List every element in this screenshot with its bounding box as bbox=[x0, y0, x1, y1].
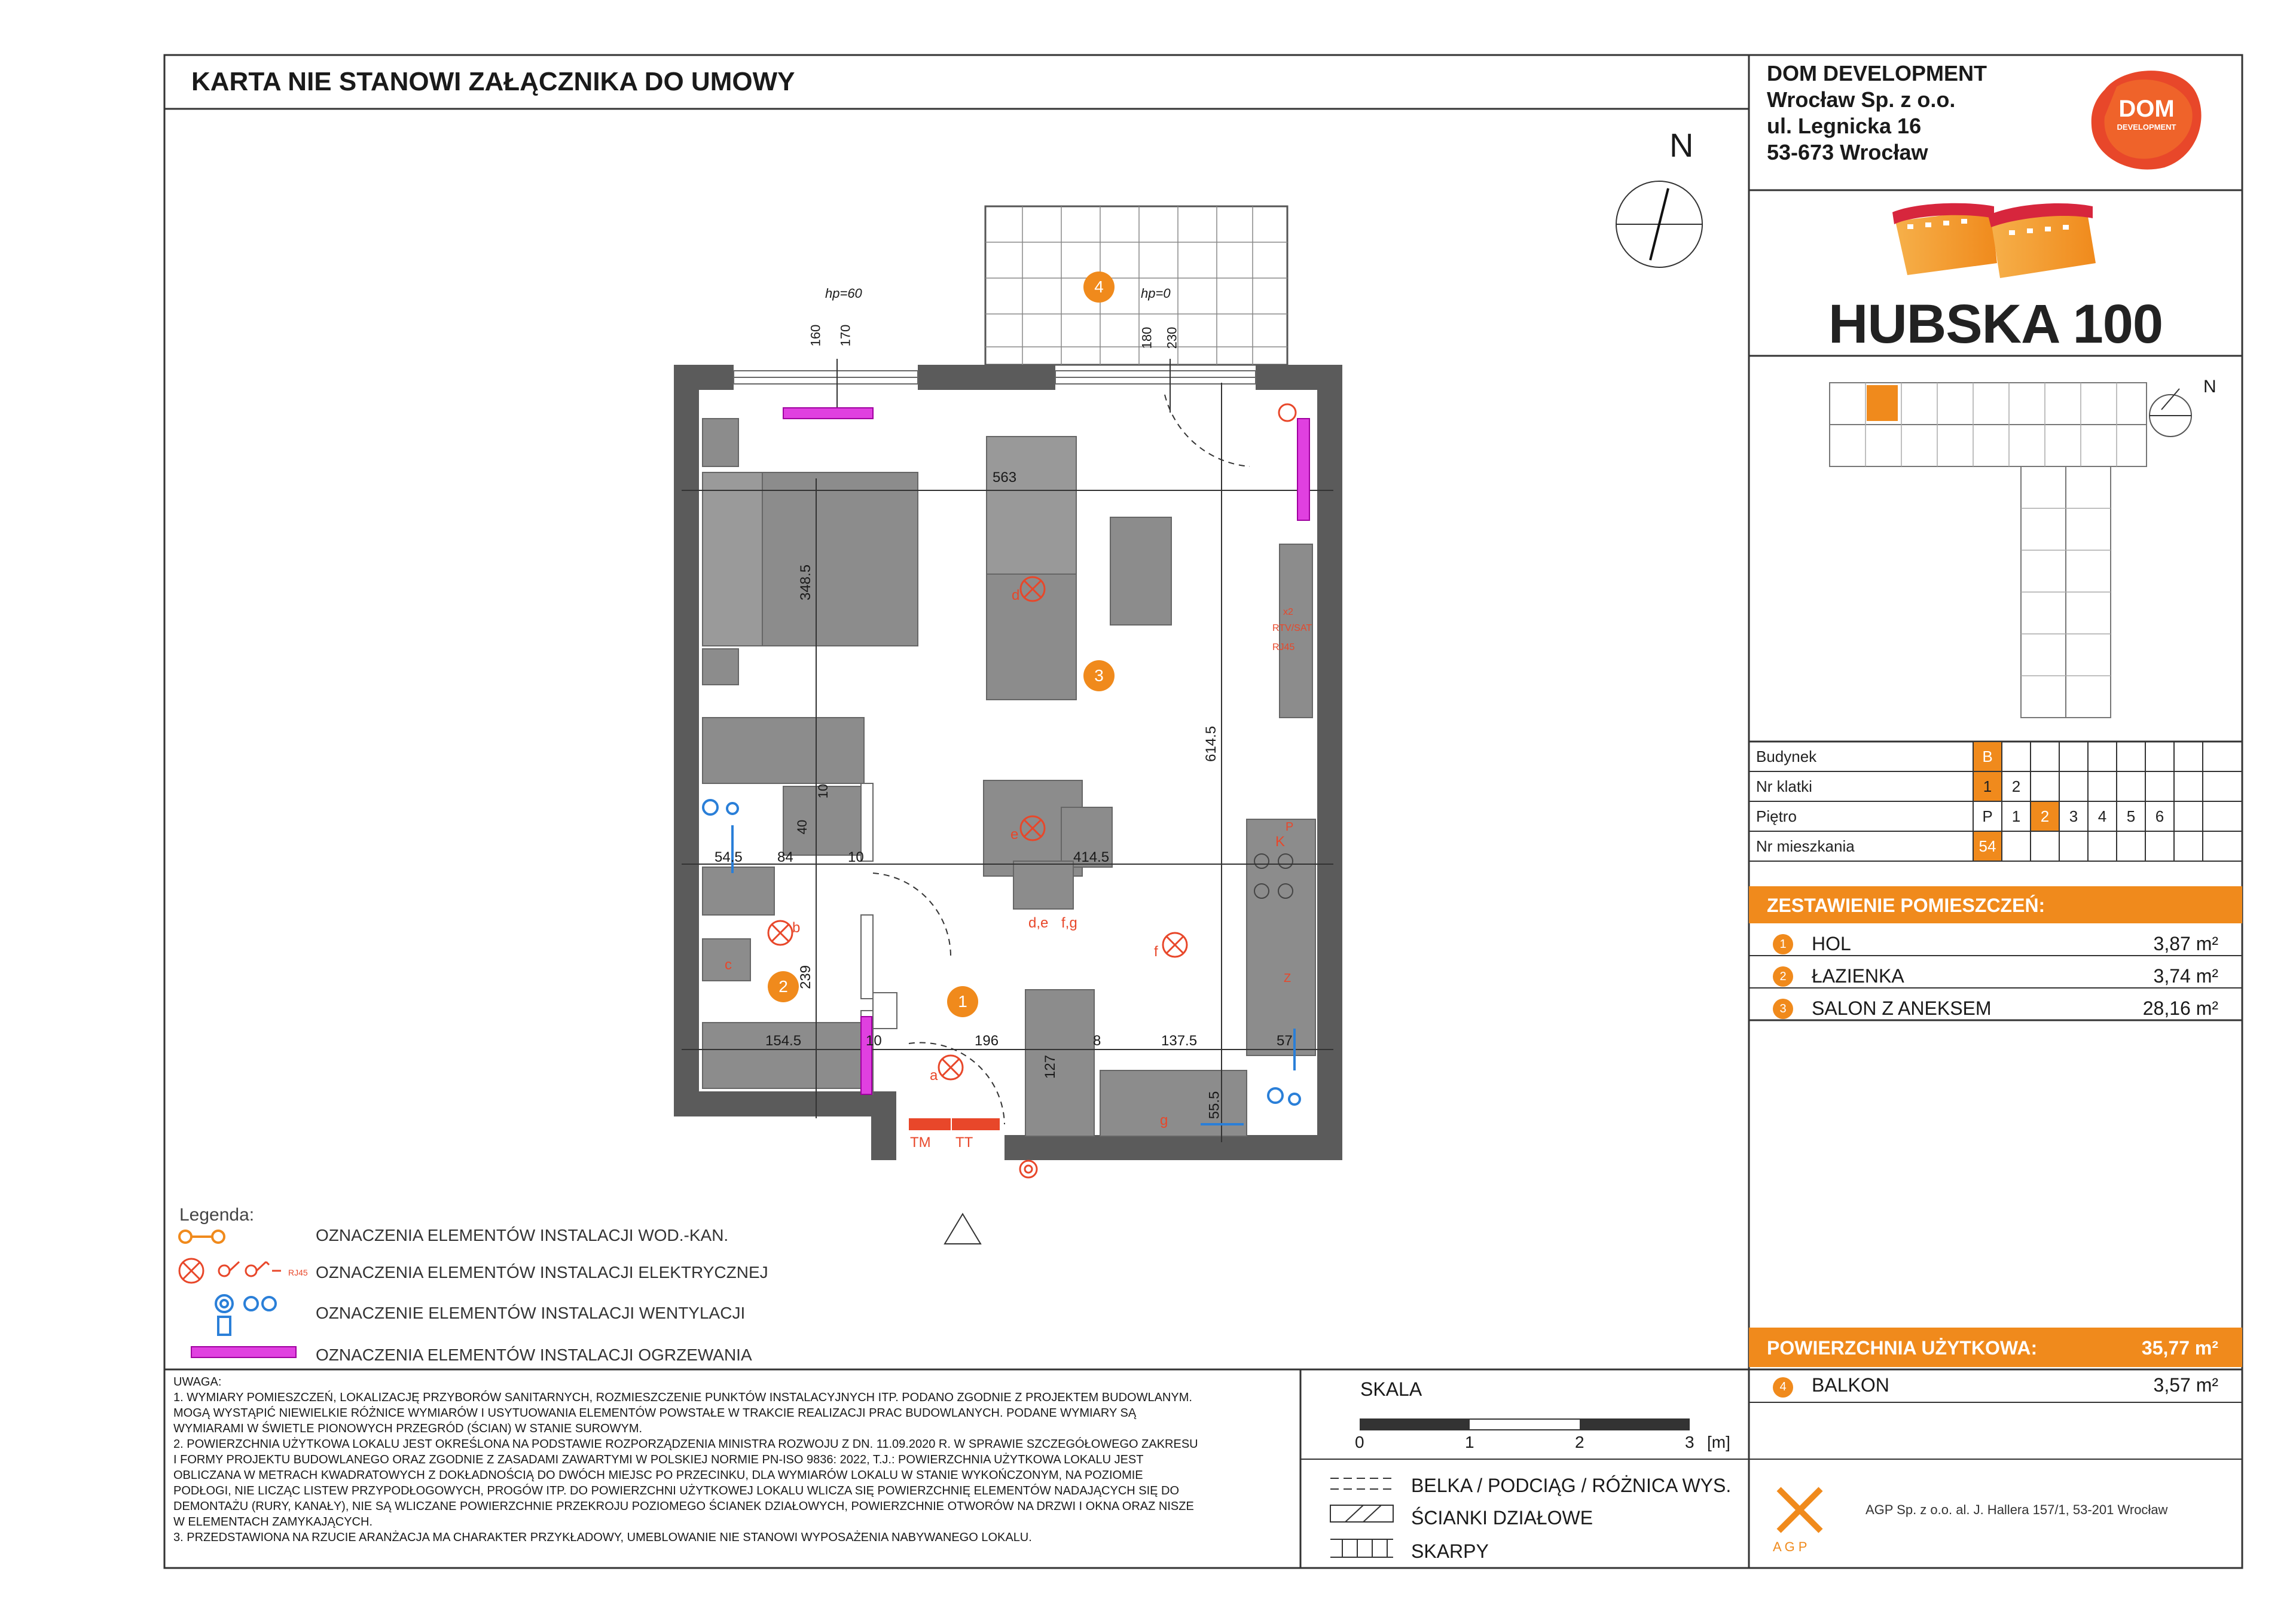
dim-55-5: 55.5 bbox=[1206, 1091, 1223, 1119]
dim-hp-left: hp=60 bbox=[825, 286, 862, 301]
agp-logo bbox=[1773, 1483, 1827, 1537]
info-label-building: Budynek bbox=[1756, 748, 1817, 765]
room-2-badge: 2 bbox=[1779, 970, 1787, 983]
label-z: Z bbox=[1284, 972, 1292, 985]
symbol-partition: ŚCIANKI DZIAŁOWE bbox=[1411, 1507, 1593, 1529]
scale-bar bbox=[1357, 1416, 1698, 1434]
dim-40: 40 bbox=[795, 819, 810, 835]
room-1-badge: 1 bbox=[1779, 938, 1787, 951]
dim-10b: 10 bbox=[816, 783, 831, 799]
developer-name: DOM DEVELOPMENT bbox=[1767, 61, 1987, 86]
room-3-name: SALON Z ANEKSEM bbox=[1812, 997, 1992, 1019]
note-line: 2. POWIERZCHNIA UŻYTKOWA LOKALU JEST OKREŚLONA NA PODSTAWIE ROZPORZĄDZENIA MINISTRA ROZWOJU Z DN. 11.09.2020 R. W SPRAWIE SZCZEGÓŁOWEGO ZAKRESU bbox=[173, 1438, 1198, 1451]
plan-room-1: 1 bbox=[958, 992, 967, 1011]
room-1-area: 3,87 m² bbox=[2153, 933, 2218, 954]
info-value-building: B bbox=[1982, 748, 1993, 765]
tm-panel bbox=[909, 1118, 951, 1130]
balcony-area: 3,57 m² bbox=[2153, 1374, 2218, 1396]
electric-icon bbox=[179, 1259, 281, 1283]
label-p: P bbox=[1286, 820, 1294, 834]
label-tm: TM bbox=[910, 1134, 931, 1151]
legend-electric: OZNACZENIA ELEMENTÓW INSTALACJI ELEKTRYCZNEJ bbox=[316, 1263, 768, 1282]
info-value-floor-6: 6 bbox=[2155, 807, 2164, 825]
beam-icon bbox=[1330, 1478, 1393, 1489]
label-rtv-sat: RTV/SAT bbox=[1272, 623, 1312, 633]
scale-title: SKALA bbox=[1360, 1378, 1422, 1400]
total-area-value: 35,77 m² bbox=[2141, 1337, 2218, 1359]
tt-panel bbox=[952, 1118, 1000, 1130]
developer-postcode: 53-673 Wrocław bbox=[1767, 140, 1928, 164]
note-line: W ELEMENTACH ZAMYKAJĄCYCH. bbox=[173, 1515, 373, 1529]
project-name: HUBSKA 100 bbox=[1828, 294, 2163, 355]
info-label-floor: Piętro bbox=[1756, 807, 1797, 825]
legend-icons bbox=[173, 1220, 317, 1363]
dim-160: 160 bbox=[808, 324, 823, 347]
dim-hp-right: hp=0 bbox=[1141, 286, 1171, 301]
heating-icon bbox=[191, 1347, 296, 1357]
room-2-area: 3,74 m² bbox=[2153, 965, 2218, 987]
legend-title: Legenda: bbox=[179, 1205, 255, 1225]
note-line: 1. WYMIARY POMIESZCZEŃ, LOKALIZACJĘ PRZYBORÓW SANITARNYCH, ROZMIESZCZENIE PUNKTÓW INSTALACYJNYCH ITP. PODANO ZGODNIE Z PROJEKTEM BUDOWLANYM. bbox=[173, 1391, 1192, 1404]
plan-room-2: 2 bbox=[778, 977, 788, 996]
label-tt: TT bbox=[955, 1134, 973, 1151]
dim-180: 180 bbox=[1139, 327, 1155, 349]
page-title: KARTA NIE STANOWI ZAŁĄCZNIKA DO UMOWY bbox=[191, 67, 795, 96]
note-line: I FORMY PROJEKTU BUDOWLANEGO ORAZ ZGODNIE Z ZASADAMI ZAWARTYMI W POLSKIEJ NORMIE PN-ISO 9836: 2022, T.J.: POWIERZCHNIA UŻYTKOWA LOKALU JEST bbox=[173, 1453, 1144, 1466]
room-3-badge: 3 bbox=[1779, 1002, 1787, 1015]
dim-170: 170 bbox=[838, 324, 853, 347]
dim-54-5: 54.5 bbox=[715, 849, 743, 865]
dim-8: 8 bbox=[1093, 1033, 1101, 1049]
reveal-icon bbox=[1330, 1539, 1393, 1557]
symbol-key-icons bbox=[1327, 1472, 1399, 1562]
balcony-name: BALKON bbox=[1812, 1374, 1889, 1396]
info-label-apartment: Nr mieszkania bbox=[1756, 837, 1855, 855]
symbol-reveal: SKARPY bbox=[1411, 1540, 1489, 1562]
info-value-floor-1: 1 bbox=[2011, 807, 2021, 825]
total-area-label: POWIERZCHNIA UŻYTKOWA: bbox=[1767, 1337, 2038, 1359]
notes-title: UWAGA: bbox=[173, 1375, 222, 1389]
note-line: OBLICZANA W METRACH KWADRATOWYCH Z DOKŁADNOŚCIĄ DO DWÓCH MIEJSC PO PRZECINKU, DLA WYMIARÓW LOKALU W STANIE WYKOŃCZONYM, NA POZIOMIE bbox=[173, 1469, 1143, 1482]
logo-text-development: DEVELOPMENT bbox=[2117, 123, 2176, 132]
dim-614-5: 614.5 bbox=[1203, 725, 1220, 762]
scale-tick-2: 2 bbox=[1575, 1433, 1584, 1451]
info-value-apartment: 54 bbox=[1979, 837, 1996, 855]
info-value-floor-p: P bbox=[1982, 807, 1993, 825]
label-g: g bbox=[1160, 1112, 1168, 1128]
dim-154-5: 154.5 bbox=[765, 1033, 802, 1049]
dim-127: 127 bbox=[1042, 1054, 1059, 1079]
label-e: e bbox=[1010, 826, 1019, 843]
info-value-staircase-2: 2 bbox=[2011, 777, 2021, 795]
dim-414-5: 414.5 bbox=[1073, 849, 1110, 865]
note-line: MOGĄ WYSTĄPIĆ NIEWIELKIE RÓŻNICE WYMIARÓW I USYTUOWANIA ELEMENTÓW POWSTAŁE W TRAKCIE REALIZACJI PRAC BUDOWLANYCH. PODANE WYMIARY SĄ bbox=[173, 1407, 1137, 1420]
plan-room-4: 4 bbox=[1094, 277, 1104, 296]
dim-10a: 10 bbox=[848, 849, 864, 865]
info-value-floor-5: 5 bbox=[2126, 807, 2136, 825]
partition-icon bbox=[1330, 1505, 1393, 1522]
ventilation-icon bbox=[216, 1295, 276, 1335]
water-icon bbox=[179, 1231, 224, 1243]
note-line: PODŁOGI, NIE LICZĄC LISTEW PRZYPODŁOGOWYCH, PROGÓW ITP. DO POWIERZCHNI UŻYTKOWEJ LOKALU WLICZA SIĘ POWIERZCHNIĘ ELEMENTÓW NADAJĄCYCH SIĘ DO bbox=[173, 1484, 1180, 1497]
info-value-floor-2: 2 bbox=[2040, 807, 2050, 825]
label-d: d bbox=[1012, 587, 1020, 603]
legend-rj45: RJ45 bbox=[288, 1268, 308, 1277]
symbol-beam: BELKA / PODCIĄG / RÓŻNICA WYS. bbox=[1411, 1475, 1732, 1496]
legend-ventilation: OZNACZENIE ELEMENTÓW INSTALACJI WENTYLACJI bbox=[316, 1304, 746, 1322]
room-1-name: HOL bbox=[1812, 933, 1851, 954]
dim-230: 230 bbox=[1164, 327, 1180, 349]
scale-unit: [m] bbox=[1707, 1433, 1730, 1451]
agp-address: AGP Sp. z o.o. al. J. Hallera 157/1, 53-201 Wrocław bbox=[1866, 1502, 2168, 1517]
dim-10c: 10 bbox=[866, 1033, 882, 1049]
info-value-floor-3: 3 bbox=[2069, 807, 2078, 825]
label-f: f bbox=[1154, 944, 1158, 960]
notes bbox=[173, 1374, 1297, 1545]
compass-north-label: N bbox=[1669, 126, 1694, 164]
dim-239: 239 bbox=[798, 965, 814, 990]
dim-84: 84 bbox=[777, 849, 793, 865]
developer-street: ul. Legnicka 16 bbox=[1767, 114, 1922, 138]
scale-tick-0: 0 bbox=[1355, 1433, 1364, 1451]
rooms-title: ZESTAWIENIE POMIESZCZEŃ: bbox=[1767, 895, 2045, 916]
room-3-area: 28,16 m² bbox=[2142, 997, 2218, 1019]
label-de: d,e bbox=[1028, 915, 1049, 931]
scale-tick-1: 1 bbox=[1465, 1433, 1474, 1451]
dim-196: 196 bbox=[975, 1033, 999, 1049]
label-rj45: RJ45 bbox=[1272, 642, 1295, 652]
scale-tick-3: 3 bbox=[1685, 1433, 1694, 1451]
note-line: DEMONTAŻU (RURY, KANAŁY), NIE SĄ WLICZANE POWIERZCHNIE PRZEKROJU POZIOMEGO ŚCIANEK DZIAŁOWYCH, POWIERZCHNIE OTWORÓW NA DRZWI I OKNA ORAZ NISZE bbox=[173, 1500, 1194, 1513]
note-line: 3. PRZEDSTAWIONA NA RZUCIE ARANŻACJA MA CHARAKTER PRZYKŁADOWY, UMEBLOWANIE NIE STANOWI WYPOSAŻENIA NABYWANEGO LOKALU. bbox=[173, 1531, 1032, 1544]
label-b: b bbox=[792, 920, 801, 936]
note-line: WYMIARAMI W ŚWIETLE PIONOWYCH PRZEGRÓD (ŚCIAN) W STANIE SUROWYM. bbox=[173, 1422, 643, 1435]
info-value-staircase-1: 1 bbox=[1983, 777, 1992, 795]
dim-57: 57 bbox=[1277, 1033, 1293, 1049]
dim-348-5: 348.5 bbox=[798, 564, 814, 601]
label-fg: f,g bbox=[1061, 915, 1077, 931]
keyplan-north-label: N bbox=[2203, 377, 2216, 396]
dim-137-5: 137.5 bbox=[1161, 1033, 1198, 1049]
legend-heating: OZNACZENIA ELEMENTÓW INSTALACJI OGRZEWANIA bbox=[316, 1346, 752, 1364]
dim-563: 563 bbox=[993, 469, 1017, 486]
label-k: K bbox=[1275, 834, 1286, 850]
legend-water: OZNACZENIA ELEMENTÓW INSTALACJI WOD.-KAN. bbox=[316, 1226, 729, 1244]
label-a: a bbox=[930, 1067, 938, 1084]
balcony bbox=[985, 206, 1287, 365]
info-label-staircase: Nr klatki bbox=[1756, 777, 1812, 795]
entrance-marker bbox=[945, 1214, 981, 1244]
developer-city: Wrocław Sp. z o.o. bbox=[1767, 87, 1956, 112]
logo-text-dom: DOM bbox=[2118, 96, 2175, 122]
plan-room-3: 3 bbox=[1094, 666, 1104, 685]
balcony-badge: 4 bbox=[1779, 1380, 1787, 1393]
info-value-floor-4: 4 bbox=[2097, 807, 2107, 825]
room-2-name: ŁAZIENKA bbox=[1812, 965, 1904, 987]
furniture bbox=[703, 419, 1315, 1136]
label-c: c bbox=[725, 957, 732, 973]
label-x2: x2 bbox=[1283, 607, 1293, 617]
agp-logo-text: A G P bbox=[1773, 1539, 1808, 1554]
